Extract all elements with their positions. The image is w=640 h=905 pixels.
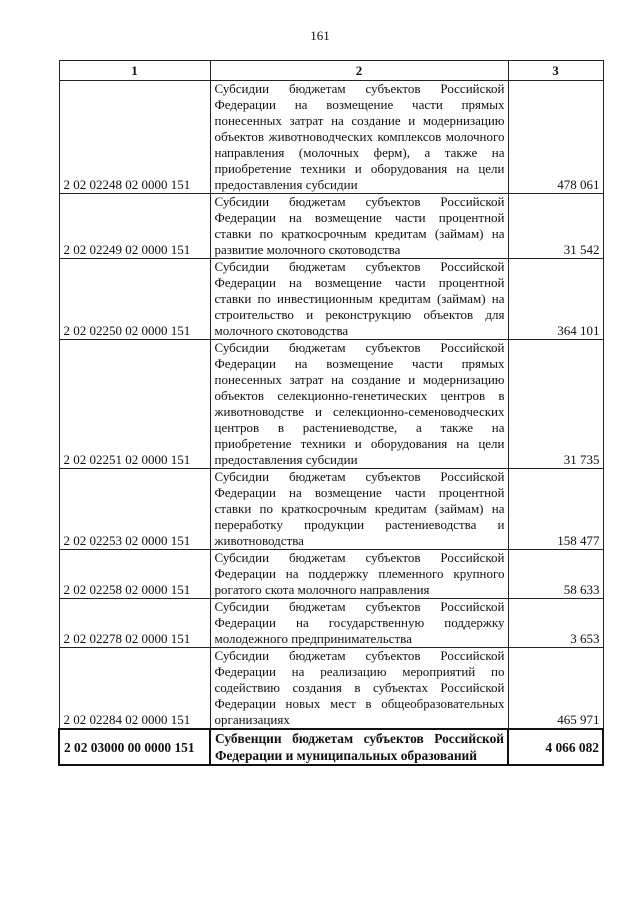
amount-cell: 58 633	[508, 550, 603, 599]
description-cell: Субсидии бюджетам субъектов Российской Федерации на возмещение части процентной ставки по краткосрочным кредитам (займам) на переработку продукции растениеводства и животноводства	[210, 469, 508, 550]
total-code-cell: 2 02 03000 00 0000 151	[59, 729, 210, 765]
amount-cell: 465 971	[508, 648, 603, 730]
header-row	[59, 61, 603, 81]
table-row	[59, 469, 603, 550]
table-row	[59, 550, 603, 599]
amount-cell: 31 735	[508, 340, 603, 469]
description-cell: Субсидии бюджетам субъектов Российской Федерации на возмещение части прямых понесенных затрат на создание и модернизацию объектов животноводческих комплексов молочного направления (молочных ферм), а также на приобретение техники и оборудования на цели предоставления субсидии	[210, 81, 508, 194]
amount-cell: 158 477	[508, 469, 603, 550]
description-cell: Субсидии бюджетам субъектов Российской Федерации на поддержку племенного крупного рогатого скота молочного направления	[210, 550, 508, 599]
page-number: 161	[310, 28, 330, 43]
budget-code-cell: 2 02 02250 02 0000 151	[59, 259, 210, 340]
description-cell: Субсидии бюджетам субъектов Российской Федерации на реализацию мероприятий по содействию создания в субъектах Российской Федерации новых мест в общеобразовательных организациях	[210, 648, 508, 730]
table-row	[59, 340, 603, 469]
budget-code-cell: 2 02 02253 02 0000 151	[59, 469, 210, 550]
budget-table	[58, 60, 604, 766]
total-description-cell: Субвенции бюджетам субъектов Российской Федерации и муниципальных образований	[210, 729, 508, 765]
column-header-description: 2	[210, 61, 508, 81]
budget-code-cell: 2 02 02258 02 0000 151	[59, 550, 210, 599]
table-row	[59, 259, 603, 340]
description-cell: Субсидии бюджетам субъектов Российской Федерации на государственную поддержку молодежного предпринимательства	[210, 599, 508, 648]
amount-cell: 31 542	[508, 194, 603, 259]
description-cell: Субсидии бюджетам субъектов Российской Федерации на возмещение части процентной ставки по краткосрочным кредитам (займам) на развитие молочного скотоводства	[210, 194, 508, 259]
table-row	[59, 194, 603, 259]
amount-cell: 3 653	[508, 599, 603, 648]
budget-code-cell: 2 02 02278 02 0000 151	[59, 599, 210, 648]
description-cell: Субсидии бюджетам субъектов Российской Федерации на возмещение части прямых понесенных затрат на создание и модернизацию объектов селекционно-генетических центров в животноводстве и селекционно-семеноводческих центров в растениеводстве, а также на приобретение техники и оборудования на цели предоставления субсидии	[210, 340, 508, 469]
total-row	[59, 729, 603, 765]
total-amount-cell: 4 066 082	[508, 729, 603, 765]
table-row	[59, 648, 603, 730]
description-cell: Субсидии бюджетам субъектов Российской Федерации на возмещение части процентной ставки по инвестиционным кредитам (займам) на строительство и реконструкцию объектов для молочного скотоводства	[210, 259, 508, 340]
table-row	[59, 599, 603, 648]
budget-code-cell: 2 02 02251 02 0000 151	[59, 340, 210, 469]
amount-cell: 478 061	[508, 81, 603, 194]
budget-code-cell: 2 02 02249 02 0000 151	[59, 194, 210, 259]
table-row	[59, 81, 603, 194]
budget-code-cell: 2 02 02248 02 0000 151	[59, 81, 210, 194]
amount-cell: 364 101	[508, 259, 603, 340]
budget-code-cell: 2 02 02284 02 0000 151	[59, 648, 210, 730]
column-header-code: 1	[59, 61, 210, 81]
column-header-amount: 3	[508, 61, 603, 81]
